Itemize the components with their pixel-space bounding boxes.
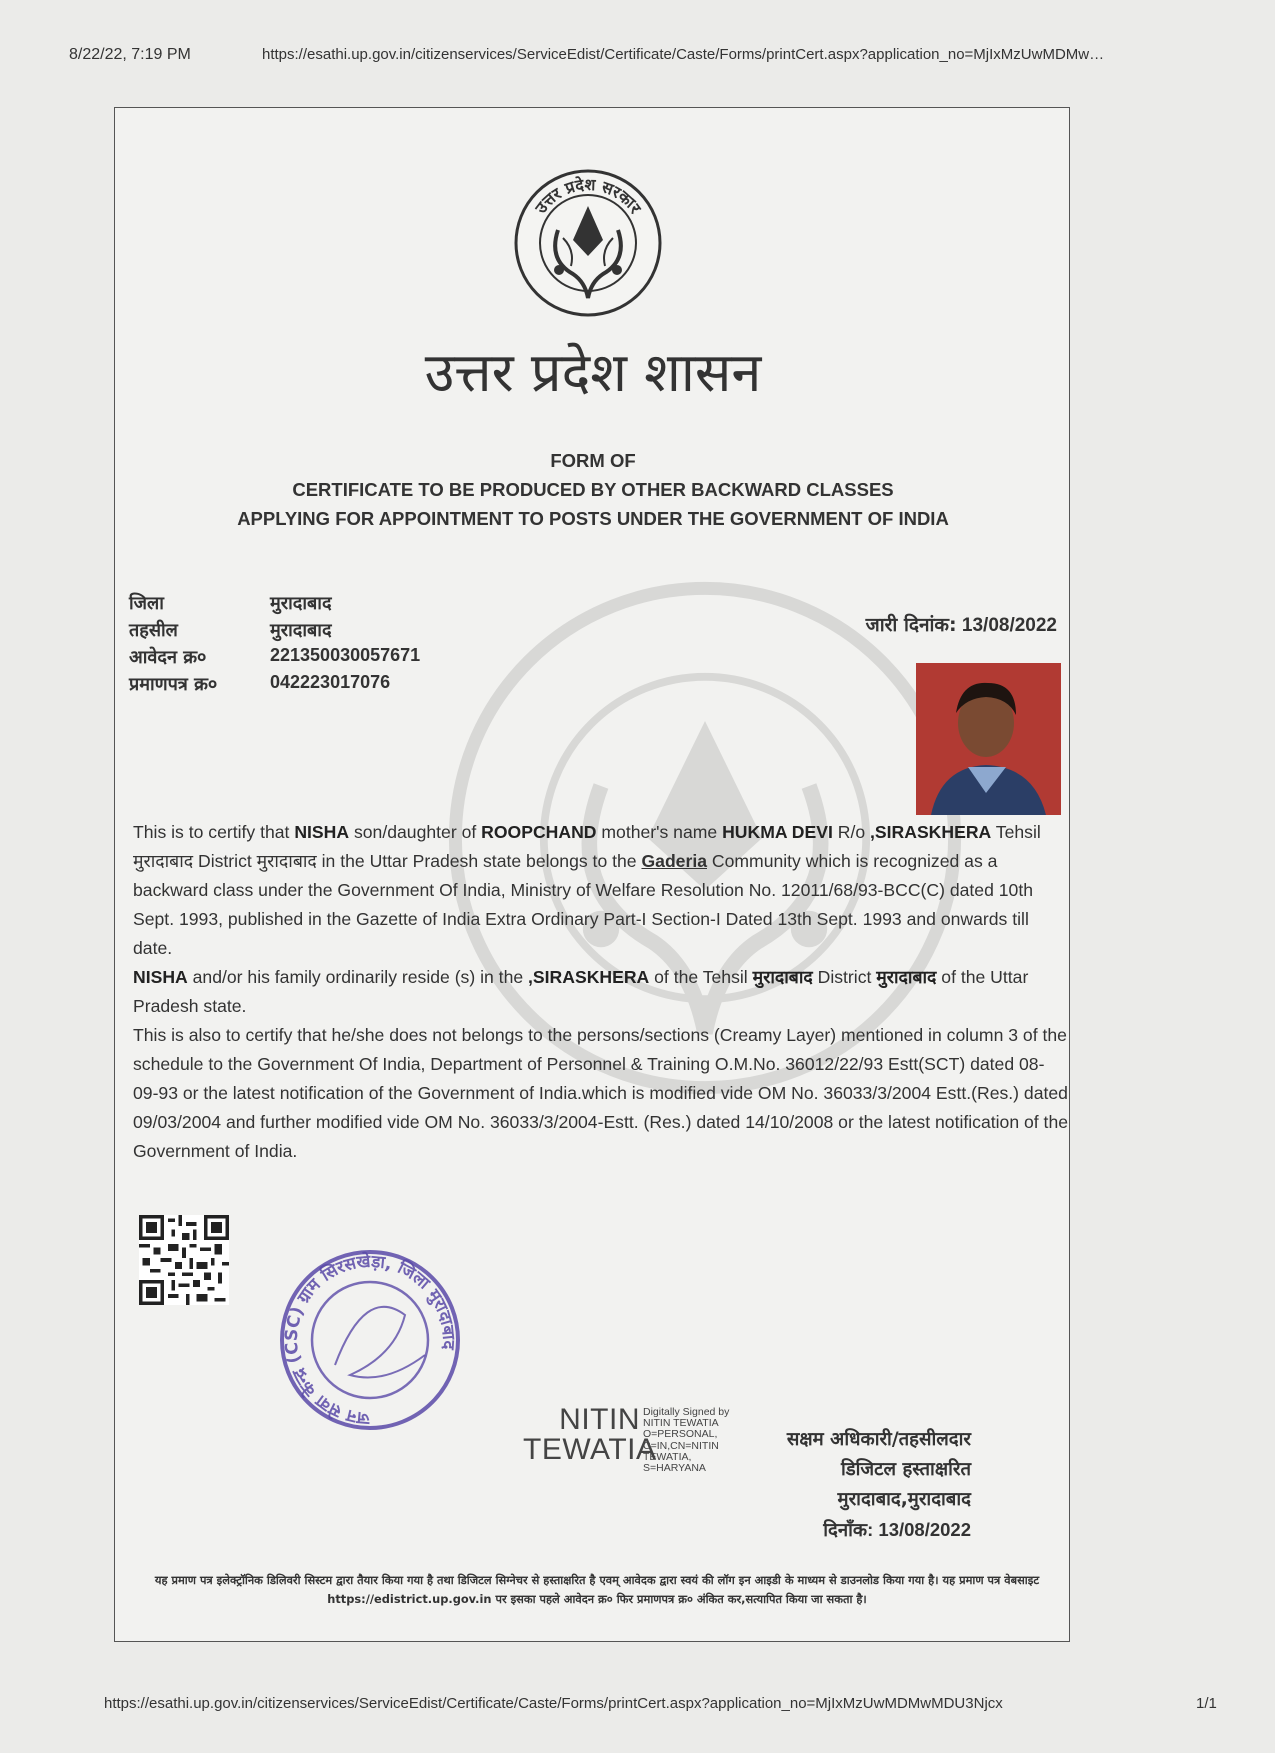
- signature-detail-line: NITIN TEWATIA: [643, 1417, 719, 1430]
- csc-stamp: [275, 1245, 465, 1435]
- issue-date: [866, 611, 1057, 637]
- meta-value: 042223017076: [270, 672, 391, 692]
- meta-district: [129, 591, 420, 618]
- signature-scribble: [335, 1307, 425, 1378]
- print-timestamp: 8/22/22, 7:19 PM: [69, 46, 191, 63]
- up-government-emblem: [513, 168, 663, 318]
- body-paragraph-1: [133, 818, 1068, 963]
- signature-detail-line: C=IN,CN=NITIN: [643, 1439, 719, 1452]
- body-text: of the Uttar Pradesh state.: [133, 967, 1029, 1016]
- meta-label: जिला: [129, 593, 164, 614]
- print-url-bottom: https://esathi.up.gov.in/citizenservices/ServiceEdist/Certificate/Caste/Forms/printCert.aspx?application_no=MjIxMzUwMDMwMDU3Njcx: [104, 1695, 1003, 1712]
- form-heading-line: APPLYING FOR APPOINTMENT TO POSTS UNDER THE GOVERNMENT OF INDIA: [237, 508, 949, 529]
- signature-detail-line: S=HARYANA: [643, 1462, 706, 1475]
- body-text: of the Tehsil: [649, 967, 753, 987]
- applicant-name: NISHA: [294, 822, 350, 842]
- officer-location: मुरादाबाद,मुरादाबाद: [837, 1489, 971, 1510]
- certificate: [114, 107, 1070, 1642]
- form-heading: [115, 446, 1071, 533]
- body-paragraph-2: [133, 963, 1068, 1021]
- signature-detail-line: O=PERSONAL,: [643, 1428, 718, 1441]
- page-number: 1/1: [1196, 1695, 1217, 1712]
- print-header: [0, 46, 1275, 70]
- body-text: This is to certify that: [133, 822, 295, 842]
- certificate-title: उत्तर प्रदेश शासन: [424, 341, 762, 404]
- applicant-name: NISHA: [133, 967, 188, 987]
- meta-certificate-no: [129, 672, 420, 699]
- qr-code: [139, 1215, 229, 1305]
- print-url-top: https://esathi.up.gov.in/citizenservices/ServiceEdist/Certificate/Caste/Forms/printCert.aspx?application_no=MjIxMzUwMDMw…: [262, 46, 1105, 63]
- applicant-photo: [916, 663, 1061, 815]
- meta-value: मुरादाबाद: [270, 593, 332, 614]
- body-text: son/daughter of: [349, 822, 482, 842]
- body-text: Tehsil मुरादाबाद District मुरादाबाद in the Uttar Pradesh state belongs to the: [133, 822, 1041, 871]
- form-heading-line: FORM OF: [550, 450, 636, 471]
- meta-label: प्रमाणपत्र क्र०: [129, 674, 218, 695]
- certificate-body: [133, 818, 1068, 1166]
- mother-name: HUKMA DEVI: [722, 822, 833, 842]
- signer-name: [523, 1403, 657, 1466]
- body-text: District: [812, 967, 877, 987]
- tehsil-name: मुरादाबाद: [752, 967, 813, 987]
- district-name: मुरादाबाद: [876, 967, 937, 987]
- issuing-officer: [741, 1425, 971, 1545]
- meta-tehsil: [129, 618, 420, 645]
- certificate-meta: [129, 591, 420, 699]
- body-text: Community which is recognized as a backward class under the Government Of India, Ministry of Welfare Resolution No. 12011/68/93-BCC(C) dated 10th Sept. 1993, published in the Gazette of India Extra Ordinary Part-I Section-I Dated 13th Sept. 1993 and onwards till date.: [133, 851, 1034, 958]
- emblem-text: उत्तर प्रदेश सरकार: [531, 174, 645, 217]
- issue-date-label: जारी दिनांक:: [865, 614, 957, 636]
- village-name: ,SIRASKHERA: [870, 822, 992, 842]
- signer-last-name: TEWATIA: [523, 1433, 657, 1466]
- meta-value: मुरादाबाद: [270, 620, 332, 641]
- signature-detail-line: Digitally Signed by: [643, 1406, 730, 1418]
- body-text: R/o: [832, 822, 871, 842]
- meta-label: आवेदन क्र०: [129, 647, 207, 668]
- issue-date-value: 13/08/2022: [961, 615, 1057, 636]
- village-name: ,SIRASKHERA: [528, 967, 650, 987]
- signature-details: [643, 1407, 743, 1474]
- officer-signed-note: डिजिटल हस्ताक्षरित: [840, 1459, 971, 1480]
- body-paragraph-3: This is also to certify that he/she does not belongs to the persons/sections (Creamy Layer) mentioned in column 3 of the schedule to the Government Of India, Department of Personnel & Training O.M.No. 36012/22/93 Estt(SCT) dated 08-09-93 or the latest notification of the Government of India.which is modified vide OM No. 36033/3/2004 Estt.(Res.) dated 09/03/2004 and further modified vide OM No. 36033/3/2004-Estt. (Res.) dated 14/10/2008 or the latest notification of the Government of India.: [133, 1025, 1069, 1161]
- meta-value: 221350030057671: [270, 645, 421, 665]
- signer-first-name: NITIN: [559, 1403, 640, 1436]
- form-heading-line: CERTIFICATE TO BE PRODUCED BY OTHER BACKWARD CLASSES: [292, 479, 894, 500]
- father-name: ROOPCHAND: [481, 822, 597, 842]
- meta-label: तहसील: [129, 620, 178, 641]
- print-footer: [0, 1695, 1275, 1719]
- stamp-text: जन सेवा केन्द्र (CSC) ग्राम सिरसखेड़ा, जिला मुरादाबाद: [281, 1251, 459, 1429]
- meta-application-no: [129, 645, 420, 672]
- officer-title: सक्षम अधिकारी/तहसीलदार: [786, 1429, 971, 1450]
- body-text: mother's name: [596, 822, 723, 842]
- verification-footnote: यह प्रमाण पत्र इलेक्ट्रॉनिक डिलिवरी सिस्टम द्वारा तैयार किया गया है तथा डिजिटल सिग्नेचर से हस्ताक्षरित है एवम् आवेदक द्वारा स्वयं की लॉग इन आइडी के माध्यम से डाउनलोड किया गया है। यह प्रमाण पत्र वेबसाइट https://edistrict.up.gov.in पर इसका पहले आवेदन क्र० फिर प्रमाणपत्र क्र० अंकित कर,सत्यापित किया जा सकता है।: [154, 1573, 1040, 1606]
- officer-date: दिनाँक: 13/08/2022: [823, 1519, 971, 1540]
- signature-detail-line: TEWATIA,: [643, 1450, 692, 1463]
- community-name: Gaderia: [641, 851, 707, 871]
- body-text: and/or his family ordinarily reside (s) in the: [187, 967, 529, 987]
